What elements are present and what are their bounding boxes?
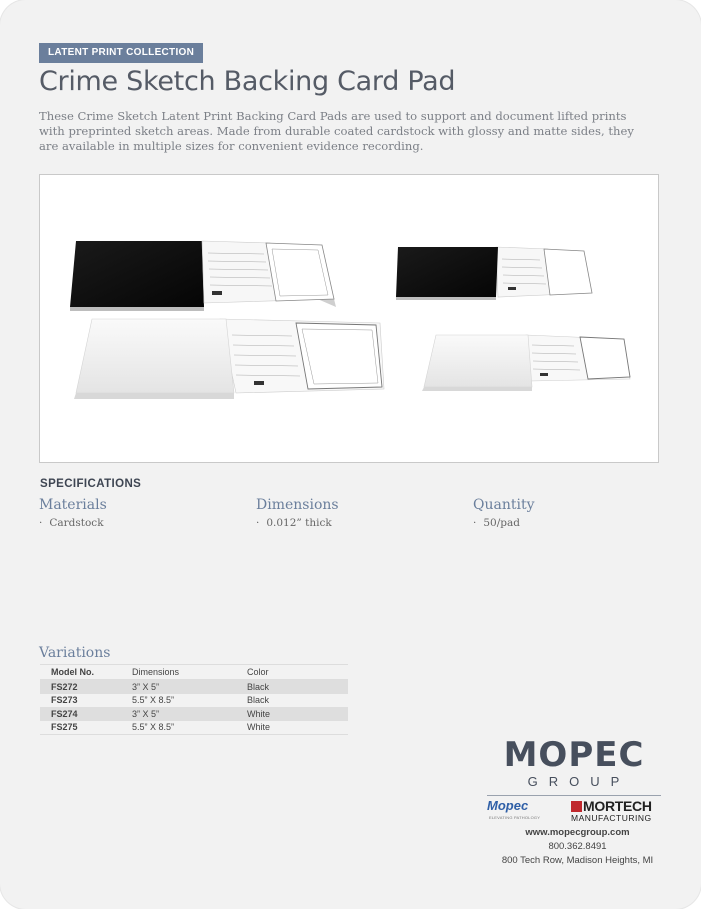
collection-tag: LATENT PRINT COLLECTION — [39, 43, 203, 63]
brand-logos — [487, 798, 663, 824]
contact-info — [470, 826, 685, 868]
mopec-group-logo — [487, 735, 661, 796]
table-row — [40, 707, 348, 721]
spec-quantity — [473, 497, 535, 529]
model-cell: FS275 — [40, 721, 121, 735]
large-black-pad — [70, 241, 336, 311]
dimensions-cell: 5.5” X 8.5” — [132, 695, 175, 706]
column-header: Color — [236, 665, 348, 680]
table-row — [40, 694, 348, 708]
model-cell: FS274 — [40, 707, 121, 721]
logo-name: MOPEC — [503, 735, 645, 775]
model-cell: FS272 — [40, 680, 121, 694]
spec-label: Materials — [39, 497, 107, 513]
website-link[interactable]: www.mopecgroup.com — [525, 827, 630, 838]
spec-label: Quantity — [473, 497, 535, 513]
color-cell: Black — [247, 695, 270, 706]
mortech-mark-icon — [571, 801, 582, 812]
mortech-brand-tagline: MANUFACTURING — [571, 813, 652, 823]
dimensions-cell: 5.5” X 8.5” — [121, 721, 236, 735]
table-header-row — [40, 665, 348, 680]
spec-value: · 0.012” thick — [256, 517, 339, 529]
product-description: These Crime Sketch Latent Print Backing Card Pads are used to support and document lifted prints with preprinted sketch areas. Made from durable coated cardstock with glossy and matte sides, they are available in multiple sizes for convenient evidence recording. — [39, 109, 634, 153]
column-header: Model No. — [40, 665, 121, 680]
large-white-pad — [74, 319, 384, 399]
table-row — [40, 680, 348, 694]
address: 800 Tech Row, Madison Heights, MI — [501, 855, 654, 866]
mopec-brand-tagline: ELEVATING PATHOLOGY — [489, 815, 541, 820]
model-cell: FS273 — [51, 695, 78, 706]
product-image — [40, 175, 658, 462]
mortech-name: MORTECH — [583, 798, 652, 814]
table-row — [40, 721, 348, 735]
mortech-brand-logo — [571, 798, 652, 814]
spec-materials — [39, 497, 107, 529]
color-cell: White — [236, 707, 348, 721]
small-white-pad — [422, 335, 630, 391]
variations-heading: Variations — [39, 645, 111, 661]
mopec-brand-logo: Mopec — [487, 798, 529, 813]
spec-label: Dimensions — [256, 497, 339, 513]
logo-group: GROUP — [527, 774, 631, 789]
spec-value: · 50/pad — [473, 517, 535, 529]
spec-value: · Cardstock — [39, 517, 107, 529]
spec-dimensions — [256, 497, 339, 529]
product-photo — [39, 174, 659, 463]
logo-divider — [487, 795, 661, 796]
column-header: Dimensions — [121, 665, 236, 680]
phone-number: 800.362.8491 — [548, 841, 607, 852]
dimensions-cell: 3” X 5” — [121, 680, 236, 694]
specifications-heading: SPECIFICATIONS — [40, 478, 142, 490]
variations-table — [40, 664, 348, 735]
page-title: Crime Sketch Backing Card Pad — [39, 66, 456, 97]
color-cell: White — [236, 721, 348, 735]
dimensions-cell: 3” X 5” — [121, 707, 236, 721]
small-black-pad — [396, 247, 592, 300]
color-cell: Black — [236, 680, 348, 694]
